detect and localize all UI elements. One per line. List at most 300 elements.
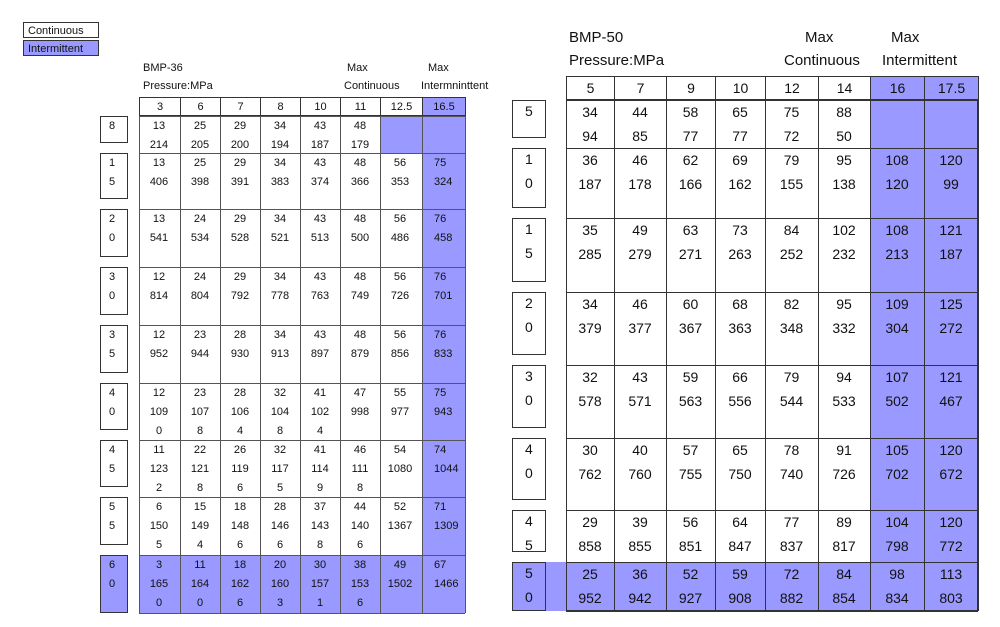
bmp50-cell — [870, 562, 924, 610]
bmp36-cell-value: 29 — [233, 213, 247, 225]
bmp50-cell — [818, 438, 870, 486]
bmp36-cell — [139, 441, 179, 498]
bmp36-cell-value: 2 — [155, 482, 163, 494]
bmp50-cell-value: 125 — [939, 296, 963, 312]
bmp50-cell-value: 62 — [682, 152, 699, 168]
bmp36-cell-value: 32 — [273, 444, 287, 456]
bmp50-max-intermittent-bottom: Intermittent — [882, 52, 958, 69]
bmp50-cell — [666, 218, 715, 266]
bmp36-max-intermittent-top: Max — [428, 62, 449, 74]
bmp36-cell-value: 44 — [353, 501, 367, 513]
bmp36-cell — [422, 154, 465, 192]
bmp50-cell-value: 94 — [836, 369, 852, 385]
bmp36-cell — [139, 117, 179, 155]
bmp36-cell-value: 162 — [230, 578, 250, 590]
bmp50-cell — [924, 218, 978, 266]
bmp36-cell-value — [434, 117, 465, 136]
bmp50-cell-value: 379 — [578, 320, 602, 336]
bmp36-cell-value: 12 — [152, 329, 166, 341]
bmp50-cell-value: 39 — [632, 514, 648, 530]
bmp50-cell-value: 50 — [836, 128, 852, 144]
bmp50-cell-value: 760 — [628, 466, 652, 482]
bmp50-cell — [765, 218, 818, 266]
bmp50-cell — [765, 100, 818, 148]
bmp50-row-label-digit: 4 — [525, 441, 533, 457]
bmp36-cell — [340, 556, 380, 613]
bmp36-cell — [422, 441, 465, 479]
bmp36-cell-value: 71 — [434, 501, 447, 513]
bmp36-cell-value: 75 — [434, 157, 447, 169]
bmp36-cell-value: 56 — [393, 271, 407, 283]
bmp50-cell-value: 672 — [939, 466, 963, 482]
bmp36-cell-value: 977 — [390, 406, 410, 418]
bmp36-cell-value: 34 — [273, 329, 287, 341]
bmp50-cell-value: 79 — [783, 369, 800, 385]
bmp36-cell-value: 897 — [310, 348, 330, 360]
bmp36-cell — [340, 326, 380, 364]
bmp50-cell-value: 363 — [728, 320, 752, 336]
bmp36-max-continuous-bottom: Continuous — [344, 80, 400, 92]
bmp36-cell-value: 500 — [350, 232, 370, 244]
bmp50-cell-value: 64 — [732, 514, 748, 530]
bmp50-cell — [666, 100, 715, 148]
bmp36-cell-value: 107 — [190, 406, 210, 418]
bmp36-cell-value: 1080 — [387, 463, 413, 475]
bmp36-cell — [300, 268, 340, 306]
bmp36-cell-value: 29 — [233, 157, 247, 169]
bmp50-cell — [566, 100, 614, 148]
bmp36-cell — [380, 326, 420, 364]
bmp36-cell-value: 146 — [270, 520, 290, 532]
bmp50-cell — [715, 562, 765, 610]
bmp36-cell-value: 11 — [153, 444, 165, 456]
bmp36-cell-value: 8 — [276, 425, 284, 437]
bmp36-cell-value: 521 — [270, 232, 290, 244]
bmp36-cell-value: 0 — [155, 425, 163, 437]
bmp50-cell — [924, 292, 978, 340]
bmp50-max-continuous-bottom: Continuous — [784, 52, 860, 69]
bmp36-model-label: BMP-36 — [143, 62, 183, 74]
bmp36-cell-value: 157 — [310, 578, 330, 590]
bmp36-row-label-digit: 8 — [109, 120, 116, 132]
bmp36-row-label-digit: 1 — [109, 157, 116, 169]
bmp36-cell-value: 8 — [196, 482, 204, 494]
bmp36-cell-value: 34 — [273, 213, 287, 225]
bmp36-cell-value: 164 — [190, 578, 210, 590]
bmp36-cell-value: 513 — [310, 232, 330, 244]
bmp50-cell-value: 43 — [632, 369, 648, 385]
bmp50-cell-value: 908 — [728, 590, 752, 606]
bmp50-cell — [715, 100, 765, 148]
bmp36-cell-value: 6 — [236, 539, 244, 551]
bmp36-cell-value: 32 — [273, 387, 287, 399]
bmp36-cell — [180, 384, 220, 441]
bmp36-cell — [180, 326, 220, 364]
bmp50-row-label-digit: 3 — [525, 368, 533, 384]
bmp50-cell-value: 77 — [732, 128, 748, 144]
bmp36-grid-hline — [139, 613, 465, 614]
bmp36-cell — [260, 117, 300, 155]
bmp36-cell-value: 8 — [316, 539, 324, 551]
bmp36-cell-value: 391 — [230, 176, 250, 188]
bmp36-col-header: 7 — [220, 97, 261, 116]
bmp36-cell — [260, 210, 300, 248]
bmp36-cell-value: 143 — [310, 520, 330, 532]
bmp36-cell-value: 106 — [230, 406, 250, 418]
bmp50-cell-value: 952 — [578, 590, 602, 606]
bmp36-cell — [300, 210, 340, 248]
bmp50-cell-value: 34 — [582, 104, 598, 120]
bmp50-cell — [614, 365, 666, 413]
bmp36-cell-value: 1044 — [434, 463, 459, 475]
bmp36-cell-value: 366 — [350, 176, 370, 188]
bmp50-cell-value: 32 — [582, 369, 598, 385]
bmp50-row-label — [512, 562, 546, 611]
bmp50-cell-value: 121 — [939, 369, 963, 385]
bmp50-cell-value: 252 — [779, 246, 804, 262]
bmp50-cell-value: 279 — [628, 246, 652, 262]
bmp36-cell — [260, 498, 300, 555]
bmp36-cell-value: 1466 — [434, 578, 459, 590]
legend-continuous: Continuous — [23, 22, 99, 38]
bmp36-cell — [380, 556, 420, 594]
bmp36-cell-value: 67 — [434, 559, 447, 571]
bmp50-pressure-label: Pressure:MPa — [569, 52, 665, 69]
bmp50-cell — [765, 562, 818, 610]
bmp36-cell-value: 48 — [353, 329, 367, 341]
bmp50-cell-value: 272 — [939, 320, 963, 336]
bmp36-cell-value: 20 — [273, 559, 287, 571]
bmp50-col-header: 10 — [715, 76, 766, 100]
bmp36-cell-value: 56 — [393, 213, 407, 225]
bmp36-cell-value: 726 — [390, 290, 410, 302]
bmp36-cell-value: 13 — [152, 213, 166, 225]
bmp36-cell-value: 8 — [356, 482, 364, 494]
bmp36-cell-value: 22 — [193, 444, 207, 456]
bmp36-cell-value: 6 — [276, 539, 284, 551]
bmp36-cell — [340, 154, 380, 192]
bmp50-cell — [614, 292, 666, 340]
bmp36-cell — [139, 384, 179, 441]
bmp36-cell-value: 458 — [434, 232, 453, 244]
bmp50-cell-value: 563 — [678, 393, 703, 409]
bmp36-cell-value: 148 — [230, 520, 250, 532]
bmp36-col-header: 11 — [340, 97, 381, 116]
bmp50-cell-value: 105 — [885, 442, 909, 458]
bmp50-cell-value: 44 — [632, 104, 648, 120]
bmp50-col-header: 14 — [818, 76, 871, 100]
bmp36-row-label-digit: 5 — [109, 348, 116, 360]
bmp36-cell-value: 13 — [152, 120, 166, 132]
bmp50-cell-value: 854 — [832, 590, 856, 606]
bmp50-cell — [666, 562, 715, 610]
bmp36-cell-value: 43 — [313, 213, 327, 225]
bmp36-cell — [260, 326, 300, 364]
bmp36-cell-value: 3 — [155, 559, 163, 571]
bmp50-row-label-digit: 1 — [525, 221, 533, 237]
bmp36-cell — [422, 326, 465, 364]
bmp36-cell — [220, 268, 260, 306]
bmp36-cell-value: 5 — [155, 539, 163, 551]
bmp50-cell — [924, 148, 978, 196]
bmp50-cell-value: 740 — [779, 466, 804, 482]
bmp36-cell — [180, 117, 220, 155]
bmp36-cell — [260, 154, 300, 192]
bmp50-cell — [765, 292, 818, 340]
bmp50-cell — [566, 562, 614, 610]
bmp50-cell-value: 65 — [732, 442, 748, 458]
bmp50-cell-value: 72 — [783, 566, 800, 582]
bmp36-cell-value: 179 — [350, 139, 370, 151]
bmp50-cell-value: 57 — [682, 442, 699, 458]
bmp36-col-header: 16.5 — [422, 97, 466, 116]
bmp50-cell — [666, 365, 715, 413]
bmp36-cell — [220, 384, 260, 441]
bmp50-cell-value: 46 — [632, 152, 648, 168]
bmp50-cell — [870, 100, 924, 148]
bmp36-row-label-digit: 0 — [109, 232, 116, 244]
bmp50-row-label — [512, 510, 546, 552]
bmp36-cell — [220, 326, 260, 364]
bmp50-cell — [818, 100, 870, 148]
bmp36-row-label-digit: 0 — [109, 578, 116, 590]
bmp50-cell — [818, 218, 870, 266]
bmp50-col-header: 16 — [870, 76, 925, 100]
bmp50-cell — [614, 562, 666, 610]
bmp36-cell-value: 46 — [353, 444, 367, 456]
bmp50-cell-value: 232 — [832, 246, 856, 262]
legend-intermittent: Intermittent — [23, 40, 99, 56]
bmp36-cell-value: 0 — [155, 597, 163, 609]
bmp36-cell — [260, 441, 300, 498]
bmp36-cell-value: 200 — [230, 139, 250, 151]
bmp50-cell — [715, 148, 765, 196]
bmp50-cell-value: 113 — [939, 566, 963, 582]
bmp36-cell — [422, 498, 465, 536]
bmp36-cell-value: 12 — [152, 387, 166, 399]
bmp50-cell — [566, 365, 614, 413]
bmp50-cell-value: 120 — [939, 514, 963, 530]
bmp50-cell-value: 377 — [628, 320, 652, 336]
bmp50-cell — [566, 438, 614, 486]
bmp50-cell-value: 63 — [682, 222, 699, 238]
bmp36-cell — [340, 268, 380, 306]
bmp36-row-label-digit: 4 — [109, 387, 116, 399]
bmp36-cell-value: 76 — [434, 213, 447, 225]
bmp36-cell-value: 25 — [193, 157, 207, 169]
bmp50-cell — [924, 510, 978, 558]
bmp36-cell — [340, 117, 380, 155]
bmp36-row-label — [100, 209, 128, 257]
bmp36-cell-value: 26 — [233, 444, 247, 456]
bmp36-grid-vline — [465, 116, 466, 613]
bmp36-cell-value: 48 — [353, 213, 367, 225]
bmp50-cell-value: 702 — [885, 466, 909, 482]
bmp50-cell-value: 271 — [678, 246, 703, 262]
bmp50-cell-value: 467 — [939, 393, 963, 409]
bmp36-cell — [180, 556, 220, 613]
bmp36-cell-value: 30 — [313, 559, 327, 571]
bmp36-col-header: 6 — [180, 97, 221, 116]
bmp36-cell — [422, 117, 465, 155]
bmp36-cell — [139, 326, 179, 364]
bmp36-cell — [139, 556, 179, 613]
bmp36-cell-value: 9 — [316, 482, 324, 494]
bmp36-cell-value: 28 — [273, 501, 287, 513]
bmp50-cell-value: 72 — [783, 128, 800, 144]
bmp36-cell-value: 1309 — [434, 520, 459, 532]
bmp50-cell-value: 107 — [885, 369, 909, 385]
bmp36-cell-value: 104 — [270, 406, 290, 418]
bmp36-cell-value: 43 — [313, 271, 327, 283]
bmp50-cell — [924, 562, 978, 610]
bmp36-cell-value: 76 — [434, 329, 447, 341]
bmp36-row-label — [100, 555, 128, 613]
bmp50-cell-value: 25 — [582, 566, 598, 582]
bmp50-cell-value: 263 — [728, 246, 752, 262]
bmp50-cell-value: 98 — [889, 566, 905, 582]
bmp36-cell-value: 8 — [196, 425, 204, 437]
bmp50-cell-value: 178 — [628, 176, 652, 192]
bmp36-cell-value: 41 — [313, 387, 327, 399]
bmp36-cell-value: 56 — [393, 157, 407, 169]
bmp36-cell-value: 150 — [149, 520, 169, 532]
bmp36-cell-value: 160 — [270, 578, 290, 590]
bmp36-cell — [180, 441, 220, 498]
bmp50-cell-value: 155 — [779, 176, 804, 192]
bmp36-cell-value: 48 — [353, 157, 367, 169]
bmp50-cell-value: 834 — [885, 590, 909, 606]
bmp36-cell-value: 34 — [273, 271, 287, 283]
bmp36-cell — [220, 498, 260, 555]
bmp50-cell — [765, 510, 818, 558]
bmp36-cell-value: 111 — [351, 463, 369, 475]
bmp50-cell-value: 84 — [836, 566, 852, 582]
bmp36-row-label — [100, 383, 128, 430]
bmp50-cell-value: 69 — [732, 152, 748, 168]
bmp50-cell-value: 855 — [628, 538, 652, 554]
bmp50-cell-value: 927 — [678, 590, 703, 606]
bmp36-cell — [260, 384, 300, 441]
bmp50-cell-value: 88 — [836, 104, 852, 120]
bmp36-cell-value: 18 — [233, 559, 247, 571]
bmp36-cell-value — [380, 136, 420, 155]
bmp50-cell — [870, 218, 924, 266]
bmp36-cell-value: 1367 — [387, 520, 413, 532]
bmp50-cell — [870, 438, 924, 486]
bmp50-cell — [924, 438, 978, 486]
bmp50-cell-value: 65 — [732, 104, 748, 120]
bmp36-cell — [180, 210, 220, 248]
bmp36-cell — [340, 384, 380, 422]
bmp50-cell-value: 59 — [682, 369, 699, 385]
bmp36-cell — [300, 326, 340, 364]
bmp36-cell-value: 123 — [149, 463, 169, 475]
bmp50-cell-value: 82 — [783, 296, 800, 312]
bmp36-cell-value: 528 — [230, 232, 250, 244]
bmp36-col-header: 12.5 — [380, 97, 423, 116]
bmp36-cell-value: 913 — [270, 348, 290, 360]
bmp50-row-label-digit: 0 — [525, 392, 533, 408]
bmp36-cell — [180, 498, 220, 555]
bmp50-cell-value: 798 — [885, 538, 909, 554]
bmp50-cell-value: 49 — [632, 222, 648, 238]
bmp50-cell-value: 104 — [885, 514, 909, 530]
bmp50-row-label-digit: 2 — [525, 295, 533, 311]
bmp50-cell-value: 108 — [885, 152, 909, 168]
bmp50-grid-vline — [978, 100, 979, 611]
bmp50-cell-value: 85 — [632, 128, 648, 144]
bmp36-cell — [139, 498, 179, 555]
bmp36-row-label-digit: 2 — [109, 213, 116, 225]
bmp36-row-label-digit: 5 — [109, 463, 116, 475]
bmp36-cell-value: 6 — [236, 597, 244, 609]
bmp36-cell-value: 804 — [190, 290, 210, 302]
bmp36-col-header: 8 — [260, 97, 301, 116]
bmp36-cell — [220, 441, 260, 498]
bmp36-cell-value: 114 — [311, 463, 329, 475]
bmp50-cell — [818, 365, 870, 413]
bmp50-cell-value: 77 — [783, 514, 800, 530]
bmp36-cell — [380, 154, 420, 192]
bmp36-cell-value: 0 — [196, 597, 204, 609]
bmp36-cell-value: 5 — [276, 482, 284, 494]
bmp50-cell — [566, 148, 614, 196]
bmp36-cell-value: 15 — [193, 501, 207, 513]
bmp36-cell-value: 6 — [236, 482, 244, 494]
bmp36-cell-value: 28 — [233, 387, 247, 399]
bmp36-cell-value: 930 — [230, 348, 250, 360]
bmp36-cell-value: 52 — [393, 501, 407, 513]
bmp36-cell-value: 140 — [350, 520, 370, 532]
bmp50-cell-value: 58 — [682, 104, 699, 120]
bmp50-cell-value: 285 — [578, 246, 602, 262]
bmp50-row-label — [512, 292, 546, 355]
bmp50-cell-value: 36 — [632, 566, 648, 582]
bmp36-cell-value: 28 — [233, 329, 247, 341]
bmp50-cell-value: 882 — [779, 590, 804, 606]
bmp36-cell-value: 856 — [390, 348, 410, 360]
bmp36-cell-value: 48 — [353, 120, 367, 132]
bmp36-row-label — [100, 267, 128, 315]
bmp36-cell-value: 998 — [350, 406, 370, 418]
bmp36-cell — [300, 384, 340, 441]
bmp36-cell-value: 3 — [276, 597, 284, 609]
bmp36-row-label-digit: 4 — [109, 444, 116, 456]
bmp50-cell-value: 304 — [885, 320, 909, 336]
bmp50-cell — [924, 100, 978, 148]
bmp50-cell — [870, 365, 924, 413]
bmp36-cell-value: 153 — [350, 578, 370, 590]
bmp36-cell — [139, 268, 179, 306]
bmp36-cell-value: 763 — [310, 290, 330, 302]
bmp36-cell-value: 102 — [310, 406, 330, 418]
bmp36-cell-value: 74 — [434, 444, 447, 456]
bmp36-cell-value: 952 — [149, 348, 169, 360]
bmp36-cell-value: 194 — [270, 139, 290, 151]
bmp36-cell-value: 25 — [193, 120, 207, 132]
bmp36-cell-value: 43 — [313, 157, 327, 169]
bmp36-row-label-digit: 5 — [109, 501, 116, 513]
bmp36-cell-value: 944 — [190, 348, 210, 360]
bmp50-cell-value: 213 — [885, 246, 909, 262]
bmp50-cell — [818, 562, 870, 610]
bmp50-cell-value: 60 — [682, 296, 699, 312]
bmp36-cell — [220, 556, 260, 613]
bmp36-row-label-digit: 6 — [109, 559, 116, 571]
bmp50-cell — [666, 438, 715, 486]
bmp50-cell-value: 750 — [728, 466, 752, 482]
